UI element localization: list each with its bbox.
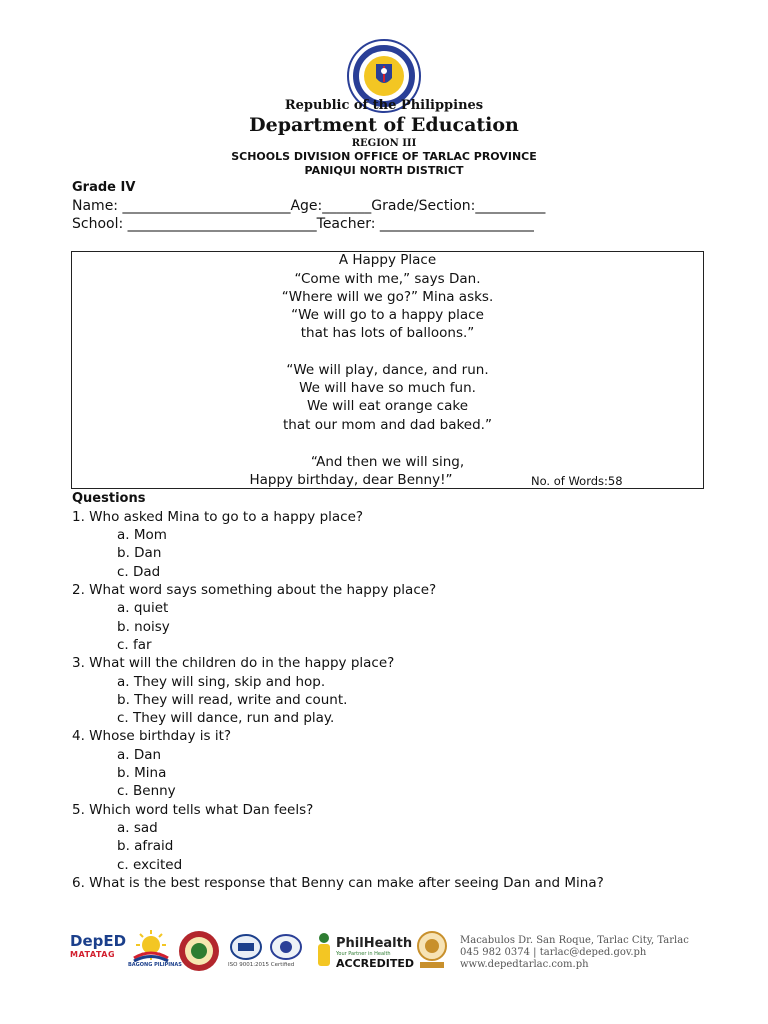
award-emblem-icon xyxy=(414,930,450,972)
question-4: 4. Whose birthday is it? xyxy=(72,728,232,744)
deped-matatag-logo xyxy=(70,932,127,972)
story-line: “We will go to a happy place xyxy=(291,307,484,323)
option: c. Dad xyxy=(117,564,161,580)
philhealth-accredited: ACCREDITED xyxy=(336,957,415,970)
iso-caption: ISO 9001:2015 Certified xyxy=(228,962,295,968)
option: b. noisy xyxy=(117,619,170,635)
option: b. Mina xyxy=(117,765,167,781)
word-count: No. of Words:58 xyxy=(531,474,623,488)
question-3: 3. What will the children do in the happy place? xyxy=(72,655,395,671)
story-title: A Happy Place xyxy=(338,252,437,268)
option: a. Mom xyxy=(117,527,167,543)
option: c. They will dance, run and play. xyxy=(117,710,335,726)
story-line: “We will play, dance, and run. xyxy=(286,362,489,378)
story-line: We will eat orange cake xyxy=(306,398,469,414)
option: a. quiet xyxy=(117,600,169,616)
header-district: PANIQUI NORTH DISTRICT xyxy=(304,164,464,177)
name-age-section-line: Name: ________________________Age:_______Grade/Section:__________ xyxy=(72,198,546,214)
story-line: “Come with me,” says Dan. xyxy=(294,271,481,287)
option: b. They will read, write and count. xyxy=(117,692,348,708)
option: b. afraid xyxy=(117,838,174,854)
address-line-1: Macabulos Dr. San Roque, Tarlac City, Tarlac xyxy=(460,935,689,946)
iso-certification-icon xyxy=(230,934,262,960)
address-line-2: 045 982 0374 | tarlac@deped.gov.ph xyxy=(460,947,647,958)
philhealth-logo xyxy=(336,936,414,970)
option: a. sad xyxy=(117,820,158,836)
division-seal-icon xyxy=(178,930,220,972)
footer-address xyxy=(460,935,689,971)
question-2: 2. What word says something about the happy place? xyxy=(72,582,437,598)
question-5: 5. Which word tells what Dan feels? xyxy=(72,802,314,818)
philhealth-tagline: Your Partner in Health xyxy=(336,951,391,957)
story-line: that our mom and dad baked.” xyxy=(283,417,492,433)
philhealth-name: PhilHealth xyxy=(336,936,413,951)
option: b. Dan xyxy=(117,545,162,561)
website-link[interactable]: www.depedtarlac.com.ph xyxy=(460,959,589,970)
matatag-logo-text: MATATAG xyxy=(70,950,116,959)
bagong-pilipinas-logo-icon xyxy=(130,928,172,962)
school-teacher-line: School: ___________________________Teacher: ______________________ xyxy=(72,216,534,232)
story-line: Happy birthday, dear Benny!” xyxy=(249,472,453,488)
option: c. Benny xyxy=(117,783,176,799)
option: a. They will sing, skip and hop. xyxy=(117,674,326,690)
header-region: REGION III xyxy=(351,138,417,149)
option: c. far xyxy=(117,637,152,653)
certification-mark-icon xyxy=(270,934,302,960)
header-division: SCHOOLS DIVISION OFFICE OF TARLAC PROVINCE xyxy=(231,150,537,163)
story-line: We will have so much fun. xyxy=(299,380,476,396)
bagong-pilipinas-text: BAGONG PILIPINAS xyxy=(128,962,182,968)
option: c. excited xyxy=(117,857,183,873)
question-1: 1. Who asked Mina to go to a happy place? xyxy=(72,509,364,525)
question-6: 6. What is the best response that Benny can make after seeing Dan and Mina? xyxy=(72,875,604,891)
story-line: that has lots of balloons.” xyxy=(300,325,475,341)
story-line: “Where will we go?” Mina asks. xyxy=(281,289,494,305)
option: a. Dan xyxy=(117,747,162,763)
story-line: “And then we will sing, xyxy=(310,454,465,470)
deped-logo-text: DepED xyxy=(70,932,127,950)
philhealth-figure-icon xyxy=(314,932,334,968)
grade-label: Grade IV xyxy=(72,180,136,195)
header-department: Department of Education xyxy=(249,114,519,136)
header-republic: Republic of the Philippines xyxy=(284,98,484,113)
questions-heading: Questions xyxy=(72,491,146,506)
